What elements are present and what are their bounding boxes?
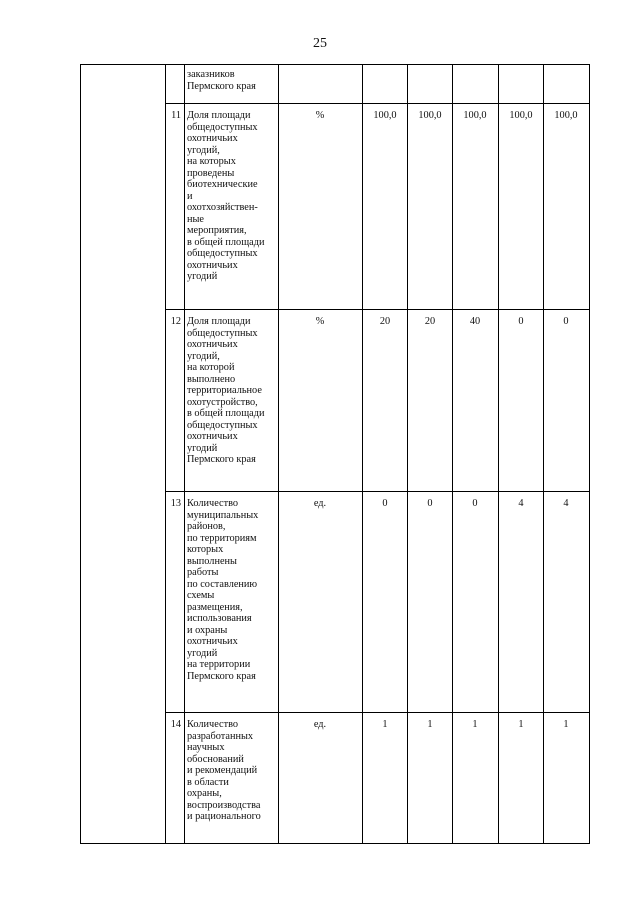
table-border-bottom [80, 843, 590, 844]
row-12-unit: % [315, 316, 325, 327]
row-divider [165, 103, 590, 104]
row-12-description: Доля площади общедоступных охотничьих угодий, на которой выполнено территориальное охотустройство, в общей площади общедоступных охотничьих угодий Пермского края [187, 316, 265, 465]
table-border-right [589, 64, 590, 844]
row-13-number: 13 [170, 498, 181, 509]
row-11-value-5: 100,0 [554, 110, 578, 121]
row-14-description: Количество разработанных научных обоснований и рекомендаций в области охраны, воспроизводства и рационального [187, 719, 261, 822]
column-divider [184, 64, 185, 844]
row-12-value-5: 0 [563, 316, 569, 327]
row-13-value-5: 4 [563, 498, 569, 509]
row-14-number: 14 [170, 719, 181, 730]
row-13-value-2: 0 [427, 498, 433, 509]
row-11-unit: % [315, 110, 325, 121]
row-14-unit: ед. [313, 719, 327, 730]
row-continued-description: заказников Пермского края [187, 69, 256, 92]
row-14-value-2: 1 [427, 719, 433, 730]
row-11-value-4: 100,0 [509, 110, 533, 121]
row-14-value-1: 1 [382, 719, 388, 730]
row-11-description: Доля площади общедоступных охотничьих угодий, на которых проведены биотехнические и охотхозяйствен- ные мероприятия, в общей площади общедоступных охотничьих угодий [187, 110, 265, 282]
table-border-left [80, 64, 81, 844]
row-12-number: 12 [170, 316, 181, 327]
row-11-number: 11 [171, 110, 181, 121]
row-12-value-3: 40 [469, 316, 481, 327]
column-divider [278, 64, 279, 844]
row-divider [165, 309, 590, 310]
row-11-value-2: 100,0 [418, 110, 442, 121]
row-13-value-1: 0 [382, 498, 388, 509]
row-11-value-3: 100,0 [463, 110, 487, 121]
row-divider [165, 712, 590, 713]
table-border-top [80, 64, 590, 65]
row-13-unit: ед. [313, 498, 327, 509]
row-divider [165, 491, 590, 492]
row-11-value-1: 100,0 [373, 110, 397, 121]
row-14-value-3: 1 [472, 719, 478, 730]
row-13-description: Количество муниципальных районов, по территориям которых выполнены работы по составлению схемы размещения, использования и охраны охотничьих угодий на территории Пермского края [187, 498, 259, 682]
row-14-value-4: 1 [518, 719, 524, 730]
row-13-value-4: 4 [518, 498, 524, 509]
row-13-value-3: 0 [472, 498, 478, 509]
row-12-value-1: 20 [379, 316, 391, 327]
row-14-value-5: 1 [563, 719, 569, 730]
row-12-value-2: 20 [424, 316, 436, 327]
row-12-value-4: 0 [518, 316, 524, 327]
page-number: 25 [313, 36, 327, 51]
